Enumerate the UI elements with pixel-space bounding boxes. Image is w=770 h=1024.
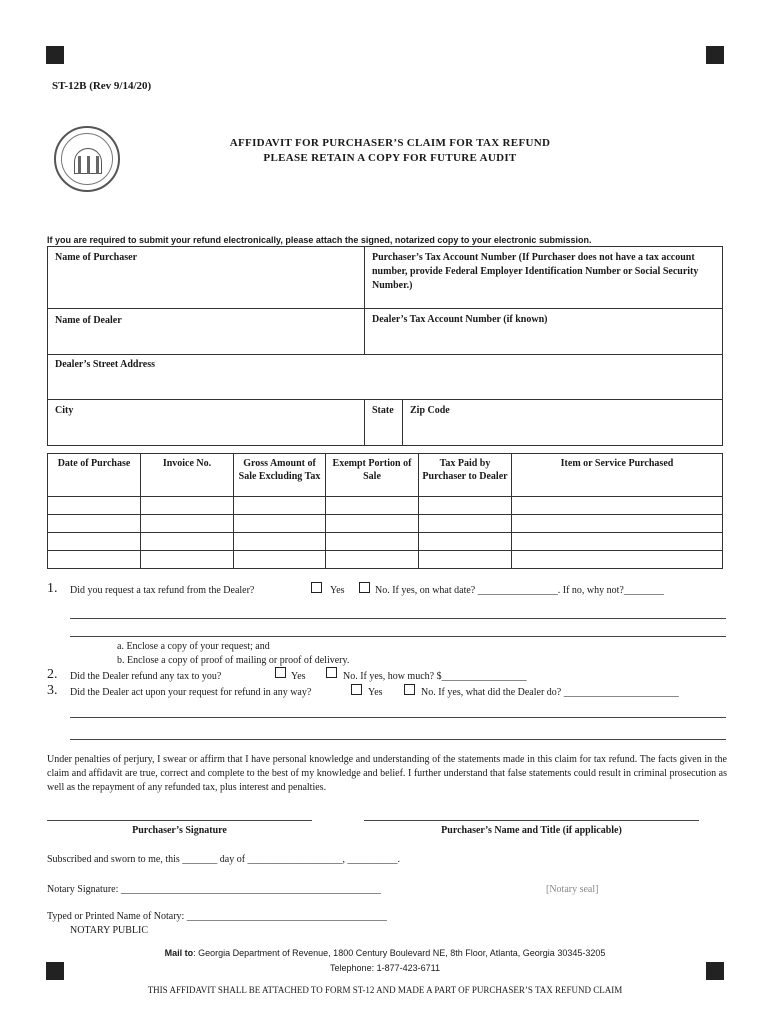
table-cell[interactable] [141,515,234,533]
table-cell[interactable] [419,497,512,515]
col-item-or-service: Item or Service Purchased [512,454,723,497]
city-field[interactable] [47,399,365,446]
q1-instruction-b: b. Enclose a copy of proof of mailing or proof of delivery. [117,655,350,666]
q1-yes-label: Yes [330,585,345,596]
purchaser-tax-account-label: Purchaser’s Tax Account Number (If Purchaser does not have a tax account number, provide Federal Employer Identification Number or Social Security Number.) [372,252,699,291]
notary-seal-placeholder: [Notary seal] [546,884,599,895]
table-cell[interactable] [419,515,512,533]
table-row [48,497,723,515]
dealer-address-label: Dealer’s Street Address [55,359,155,370]
zip-field[interactable] [402,399,723,446]
q1-answer-line-2[interactable] [70,636,726,637]
table-cell[interactable] [512,533,723,551]
q3-answer-line-2[interactable] [70,739,726,740]
table-cell[interactable] [141,497,234,515]
table-row [48,533,723,551]
table-cell[interactable] [419,533,512,551]
q1-yes-checkbox[interactable] [311,582,322,593]
table-cell[interactable] [234,515,326,533]
purchaser-signature-line[interactable] [47,820,312,821]
form-subtitle: PLEASE RETAIN A COPY FOR FUTURE AUDIT [263,152,517,164]
table-cell[interactable] [419,551,512,569]
table-cell[interactable] [234,533,326,551]
table-cell[interactable] [326,551,419,569]
q1-instruction-a: a. Enclose a copy of your request; and [117,641,270,652]
table-cell[interactable] [234,551,326,569]
dealer-tax-account-label: Dealer’s Tax Account Number (if known) [372,314,548,325]
purchaser-name-title-line[interactable] [364,820,699,821]
question-3-text: Did the Dealer act upon your request for refund in any way? [70,687,312,698]
state-label: State [372,405,394,416]
table-cell[interactable] [234,497,326,515]
registration-mark-top-right [706,46,724,64]
notary-public-label: NOTARY PUBLIC [70,925,149,936]
form-id: ST-12B (Rev 9/14/20) [52,80,152,92]
table-cell[interactable] [48,515,141,533]
question-1-number: 1. [47,581,58,596]
q2-no-checkbox[interactable] [326,667,337,678]
table-row [48,551,723,569]
state-field[interactable] [364,399,403,446]
table-cell[interactable] [326,497,419,515]
question-3-number: 3. [47,683,58,698]
table-cell[interactable] [48,497,141,515]
mail-to-address [0,948,770,958]
subscribed-sworn-line[interactable]: Subscribed and sworn to me, this _______ day of ___________________, __________. [47,854,401,865]
q3-yes-checkbox[interactable] [351,684,362,695]
footer-note: THIS AFFIDAVIT SHALL BE ATTACHED TO FORM ST-12 AND MADE A PART OF PURCHASER’S TAX REFUND CLAIM [147,985,623,995]
q1-no-checkbox[interactable] [359,582,370,593]
q3-yes-label: Yes [368,687,383,698]
col-gross-amount: Gross Amount of Sale Excluding Tax [234,454,326,497]
table-cell[interactable] [326,515,419,533]
form-title: AFFIDAVIT FOR PURCHASER’S CLAIM FOR TAX REFUND [229,137,551,149]
mail-to-label: Mail to [164,948,194,958]
dealer-name-label: Name of Dealer [55,315,122,326]
question-2-number: 2. [47,667,58,682]
question-2-text: Did the Dealer refund any tax to you? [70,671,222,682]
notary-signature-line[interactable]: Notary Signature: ____________________________________________________ [47,884,381,895]
dealer-address-field[interactable] [47,354,723,400]
question-1-text: Did you request a tax refund from the Dealer? [70,585,255,596]
table-cell[interactable] [512,515,723,533]
perjury-statement: Under penalties of perjury, I swear or affirm that I have personal knowledge and understanding of the statements made in this claim for tax refund. The facts given in the claim and affidavit are true, correct and complete to the best of my knowledge and belief. I further understand that false statements could result in criminal prosecution as well as the repayment of any refunded tax, plus interest and penalties. [47,754,727,793]
table-cell[interactable] [326,533,419,551]
q2-no-label: No. If yes, how much? $_________________ [343,671,527,682]
col-tax-paid: Tax Paid by Purchaser to Dealer [419,454,512,497]
purchase-table [47,453,723,569]
purchaser-name-title-label: Purchaser’s Name and Title (if applicable) [441,825,622,836]
table-cell[interactable] [48,533,141,551]
q2-yes-checkbox[interactable] [275,667,286,678]
zip-label: Zip Code [410,405,450,416]
table-cell[interactable] [141,533,234,551]
q1-answer-line-1[interactable] [70,618,726,619]
telephone: Telephone: 1-877-423-6711 [330,963,440,973]
col-date-of-purchase: Date of Purchase [48,454,141,497]
table-header-row [48,454,723,497]
state-seal-icon [54,126,120,192]
table-cell[interactable] [48,551,141,569]
registration-mark-top-left [46,46,64,64]
q3-no-label: No. If yes, what did the Dealer do? _______________________ [421,687,679,698]
table-cell[interactable] [512,551,723,569]
purchaser-name-field[interactable] [47,246,365,309]
purchaser-signature-label: Purchaser’s Signature [132,825,227,836]
purchaser-tax-account-field[interactable] [364,246,723,309]
city-label: City [55,405,74,416]
q3-no-checkbox[interactable] [404,684,415,695]
notary-typed-name-line[interactable]: Typed or Printed Name of Notary: ________________________________________ [47,911,387,922]
table-cell[interactable] [512,497,723,515]
dealer-name-field[interactable] [47,308,365,355]
table-cell[interactable] [141,551,234,569]
col-invoice-no: Invoice No. [141,454,234,497]
table-row [48,515,723,533]
q3-answer-line-1[interactable] [70,717,726,718]
purchaser-name-label: Name of Purchaser [55,252,138,263]
dealer-tax-account-field[interactable] [364,308,723,355]
mail-address: : Georgia Department of Revenue, 1800 Century Boulevard NE, 8th Floor, Atlanta, Georgia 30345-3205 [193,948,606,958]
q1-no-label: No. If yes, on what date? ________________. If no, why not?________ [375,585,664,596]
col-exempt-portion: Exempt Portion of Sale [326,454,419,497]
q2-yes-label: Yes [291,671,306,682]
electronic-instruction: If you are required to submit your refund electronically, please attach the signed, notarized copy to your electronic submission. [47,235,592,245]
